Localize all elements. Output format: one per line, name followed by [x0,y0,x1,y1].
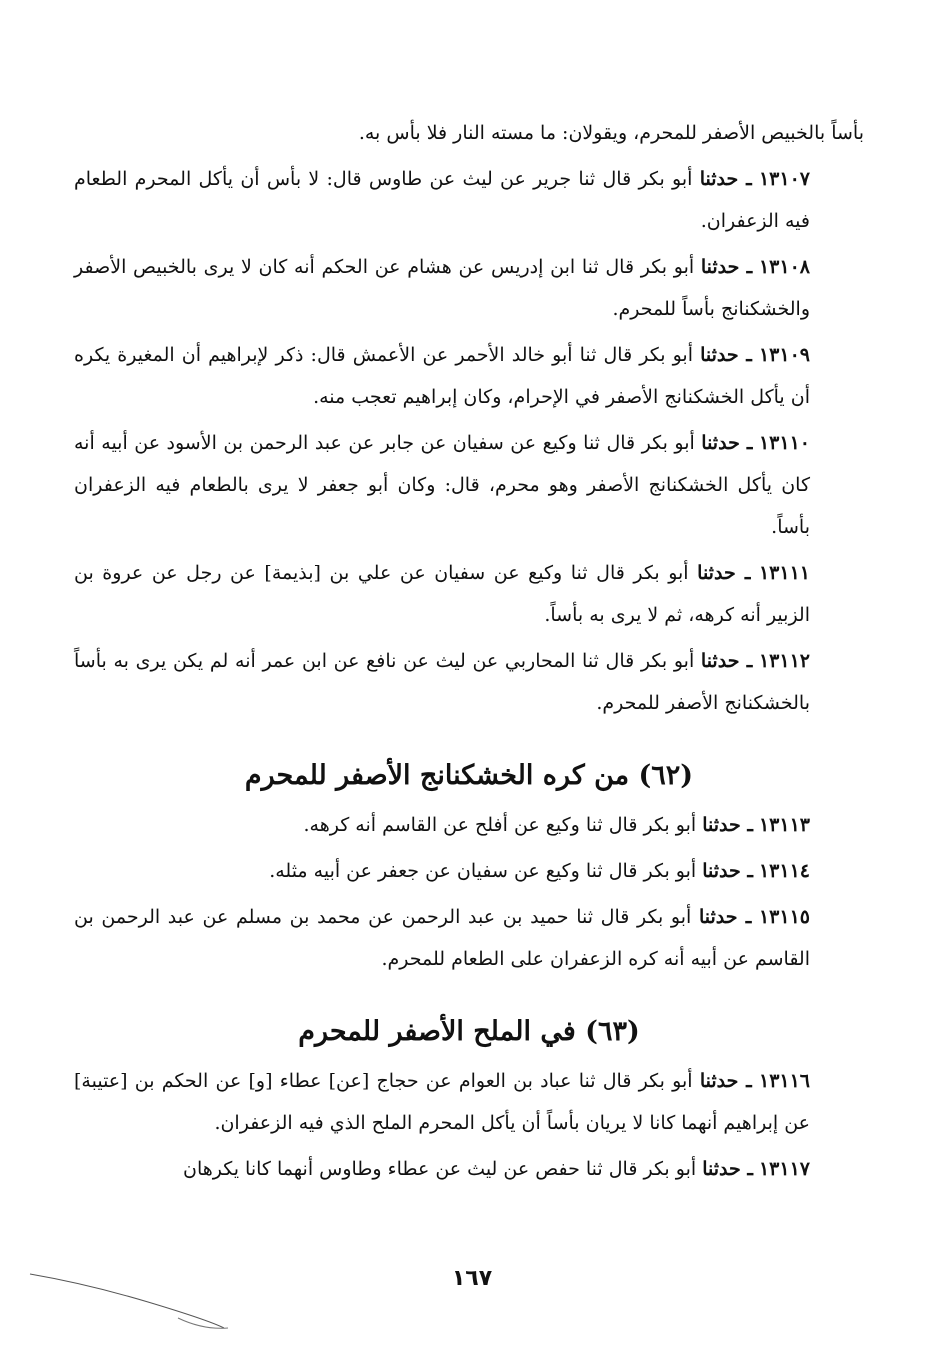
hadith-13112: ١٣١١٢ ـ حدثنا أبو بكر قال ثنا المحاربي عن ليث عن نافع عن ابن عمر أنه لم يكن يرى به بأساً بالخشكنانج الأصفر للمحرم. [74,650,810,714]
hadith-text: أبو بكر قال ثنا وكيع عن سفيان عن علي بن [بذيمة] عن رجل عن عروة بن الزبير أنه كرهه، ثم لا يرى به بأساً. [74,562,810,626]
hadith-13115: ١٣١١٥ ـ حدثنا أبو بكر قال ثنا حميد بن عبد الرحمن عن محمد بن مسلم عن عبد الرحمن بن القاسم عن أبيه أنه كره الزعفران على الطعام للمحرم. [74,906,810,970]
hadith-number: ١٣١١٥ [758,906,810,928]
hadith-lead: حدثنا [701,432,740,454]
hadith-text: أبو بكر قال ثنا عباد بن العوام عن حجاج [عن] عطاء [و] عن الحكم بن [عتيبة] عن إبراهيم أنهما كانا لا يريان بأساً أن يأكل المحرم الملح الذي فيه الزعفران. [74,1070,810,1134]
hadith-text: أبو بكر قال ثنا وكيع عن أفلح عن القاسم أنه كرهه. [303,814,697,836]
hadith-number: ١٣١١٣ [758,814,810,836]
hadith-13110: ١٣١١٠ ـ حدثنا أبو بكر قال ثنا وكيع عن سفيان عن جابر عن عبد الرحمن بن الأسود عن أبيه أنه كان يأكل الخشكنانج الأصفر وهو محرم، قال: وكان أبو جعفر لا يرى بالطعام فيه الزعفران بأساً. [74,432,810,538]
paragraph-text: بأساً بالخبيص الأصفر للمحرم، ويقولان: ما مسته النار فلا بأس به. [358,122,864,144]
hadith-text: أبو بكر قال ثنا المحاربي عن ليث عن نافع عن ابن عمر أنه لم يكن يرى به بأساً بالخشكنانج الأصفر للمحرم. [74,650,810,714]
hadith-number: ١٣١٠٧ [758,168,810,190]
hadith-lead: حدثنا [699,1070,739,1092]
hadith-13113: ١٣١١٣ ـ حدثنا أبو بكر قال ثنا وكيع عن أفلح عن القاسم أنه كرهه. [303,814,810,836]
hadith-text: أبو بكر قال ثنا ابن إدريس عن هشام عن الحكم أنه كان لا يرى بالخبيص الأصفر والخشكنانج بأساً للمحرم. [74,256,810,320]
hadith-number: ١٣١٠٩ [758,344,810,366]
hadith-number: ١٣١٠٨ [758,256,810,278]
hadith-number: ١٣١١٧ [758,1158,810,1180]
paragraph-continuation [74,112,864,154]
hadith-number: ١٣١١٠ [758,432,810,454]
hadith-text: أبو بكر قال ثنا وكيع عن سفيان عن جعفر عن أبيه مثله. [269,860,697,882]
hadith-number: ١٣١١٦ [758,1070,811,1092]
hadith-number: ١٣١١٤ [758,860,810,882]
hadith-lead: حدثنا [697,562,736,584]
hadith-lead: حدثنا [699,168,739,190]
hadith-lead: حدثنا [702,1158,741,1180]
hadith-lead: حدثنا [702,814,741,836]
hadith-13114: ١٣١١٤ ـ حدثنا أبو بكر قال ثنا وكيع عن سفيان عن جعفر عن أبيه مثله. [269,860,810,882]
book-page [74,112,864,1194]
hadith-13109: ١٣١٠٩ ـ حدثنا أبو بكر قال ثنا أبو خالد الأحمر عن الأعمش قال: ذكر لإبراهيم أن المغيرة يكره أن يأكل الخشكنانج الأصفر في الإحرام، وكان إبراهيم تعجب منه. [74,344,810,408]
hadith-13111: ١٣١١١ ـ حدثنا أبو بكر قال ثنا وكيع عن سفيان عن علي بن [بذيمة] عن رجل عن عروة بن الزبير أنه كرهه، ثم لا يرى به بأساً. [74,562,810,626]
chapter-heading-63: (٦٣) في الملح الأصفر للمحرم [298,1016,640,1047]
hadith-13107: ١٣١٠٧ ـ حدثنا أبو بكر قال ثنا جرير عن ليث عن طاوس قال: لا بأس أن يأكل المحرم الطعام فيه الزعفران. [74,168,810,232]
hadith-text: أبو بكر قال ثنا جرير عن ليث عن طاوس قال: لا بأس أن يأكل المحرم الطعام فيه الزعفران. [74,168,810,232]
hadith-text: أبو بكر قال ثنا حفص عن ليث عن عطاء وطاوس أنهما كانا يكرهان [182,1158,697,1180]
hadith-text: أبو بكر قال ثنا وكيع عن سفيان عن جابر عن عبد الرحمن بن الأسود عن أبيه أنه كان يأكل الخشكنانج الأصفر وهو محرم، قال: وكان أبو جعفر لا يرى بالطعام فيه الزعفران بأساً. [74,432,810,538]
hadith-lead: حدثنا [700,344,739,366]
hadith-lead: حدثنا [702,860,741,882]
chapter-heading-62: (٦٢) من كره الخشكنانج الأصفر للمحرم [244,760,694,791]
hadith-13108: ١٣١٠٨ ـ حدثنا أبو بكر قال ثنا ابن إدريس عن هشام عن الحكم أنه كان لا يرى بالخبيص الأصفر والخشكنانج بأساً للمحرم. [74,256,810,320]
hadith-lead: حدثنا [700,650,740,672]
scan-mark [28,1262,248,1342]
hadith-lead: حدثنا [698,906,738,928]
hadith-number: ١٣١١٢ [758,650,810,672]
hadith-number: ١٣١١١ [758,562,810,584]
page-number: ١٦٧ [451,1266,493,1291]
hadith-13117: ١٣١١٧ ـ حدثنا أبو بكر قال ثنا حفص عن ليث عن عطاء وطاوس أنهما كانا يكرهان [182,1158,810,1180]
hadith-13116: ١٣١١٦ ـ حدثنا أبو بكر قال ثنا عباد بن العوام عن حجاج [عن] عطاء [و] عن الحكم بن [عتيبة] عن إبراهيم أنهما كانا لا يريان بأساً أن يأكل المحرم الملح الذي فيه الزعفران. [74,1070,811,1134]
hadith-lead: حدثنا [700,256,740,278]
hadith-text: أبو بكر قال ثنا حميد بن عبد الرحمن عن محمد بن مسلم عن عبد الرحمن بن القاسم عن أبيه أنه كره الزعفران على الطعام للمحرم. [74,906,810,970]
hadith-text: أبو بكر قال ثنا أبو خالد الأحمر عن الأعمش قال: ذكر لإبراهيم أن المغيرة يكره أن يأكل الخشكنانج الأصفر في الإحرام، وكان إبراهيم تعجب منه. [74,344,810,408]
